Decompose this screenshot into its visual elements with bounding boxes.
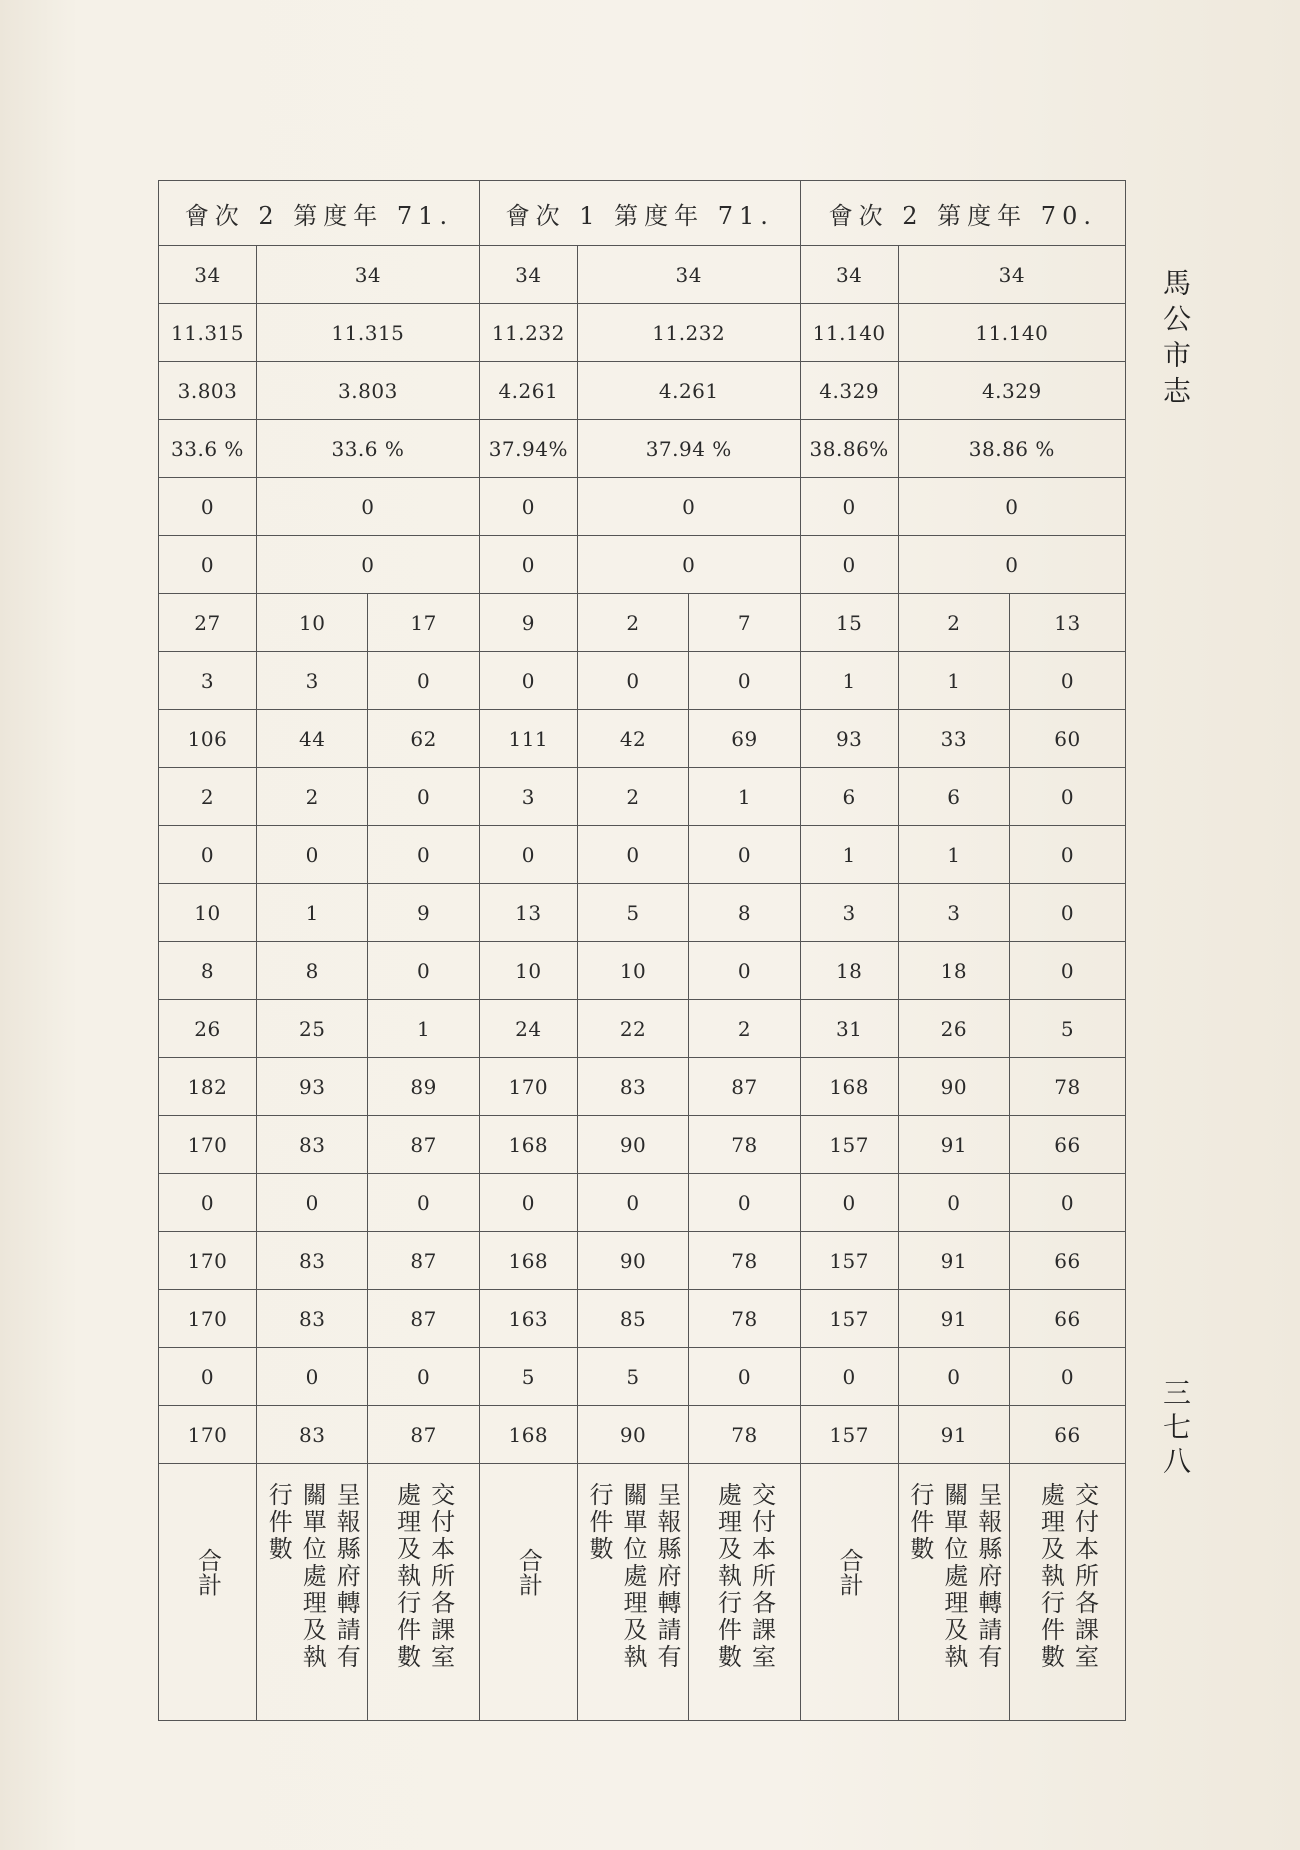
assigned-label: 交付本所各課室處理及執行件數 bbox=[1036, 1482, 1099, 1671]
total-cell: 0 bbox=[159, 826, 257, 884]
total-cell: 27 bbox=[159, 594, 257, 652]
assigned-cell: 87 bbox=[368, 1116, 479, 1174]
assigned-cell: 9 bbox=[368, 884, 479, 942]
total-cell: 3 bbox=[159, 652, 257, 710]
table-row bbox=[159, 1000, 1126, 1058]
assigned-cell: 87 bbox=[368, 1232, 479, 1290]
total-cell: 170 bbox=[159, 1290, 257, 1348]
assigned-label: 交付本所各課室處理及執行件數 bbox=[713, 1482, 776, 1671]
reported-cell: 2 bbox=[257, 768, 368, 826]
reported-cell: 6 bbox=[898, 768, 1009, 826]
merged-cell: 0 bbox=[257, 478, 480, 536]
merged-cell: 0 bbox=[577, 536, 800, 594]
assigned-cell: 1 bbox=[689, 768, 800, 826]
assigned-cell: 0 bbox=[689, 1174, 800, 1232]
assigned-cell: 5 bbox=[1010, 1000, 1126, 1058]
reported-cell: 83 bbox=[577, 1058, 688, 1116]
reported-cell: 0 bbox=[577, 652, 688, 710]
total-cell: 34 bbox=[159, 246, 257, 304]
page-number: 三七八 bbox=[1159, 1378, 1192, 1480]
total-cell: 0 bbox=[159, 1348, 257, 1406]
reported-cell: 25 bbox=[257, 1000, 368, 1058]
table-row bbox=[159, 652, 1126, 710]
assigned-cell: 13 bbox=[1010, 594, 1126, 652]
reported-cell: 10 bbox=[577, 942, 688, 1000]
total-cell: 168 bbox=[479, 1116, 577, 1174]
total-cell: 106 bbox=[159, 710, 257, 768]
session-header: 會次 2 第度年 70. bbox=[800, 181, 1125, 246]
assigned-label-cell bbox=[689, 1464, 800, 1721]
total-cell: 0 bbox=[800, 478, 898, 536]
total-cell: 157 bbox=[800, 1290, 898, 1348]
assigned-cell: 0 bbox=[368, 1348, 479, 1406]
assigned-cell: 0 bbox=[368, 1174, 479, 1232]
reported-cell: 22 bbox=[577, 1000, 688, 1058]
session-header: 會次 2 第度年 71. bbox=[159, 181, 480, 246]
total-cell: 0 bbox=[800, 1174, 898, 1232]
total-cell: 18 bbox=[800, 942, 898, 1000]
assigned-cell: 17 bbox=[368, 594, 479, 652]
total-label: 合計 bbox=[193, 1547, 222, 1597]
total-cell: 4.329 bbox=[800, 362, 898, 420]
label-row bbox=[159, 1464, 1126, 1721]
assigned-cell: 60 bbox=[1010, 710, 1126, 768]
assigned-cell: 66 bbox=[1010, 1406, 1126, 1464]
total-cell: 93 bbox=[800, 710, 898, 768]
assigned-cell: 0 bbox=[1010, 942, 1126, 1000]
total-cell: 157 bbox=[800, 1406, 898, 1464]
total-cell: 0 bbox=[479, 826, 577, 884]
reported-cell: 83 bbox=[257, 1116, 368, 1174]
assigned-cell: 0 bbox=[1010, 826, 1126, 884]
total-cell: 157 bbox=[800, 1116, 898, 1174]
assigned-cell: 0 bbox=[1010, 1348, 1126, 1406]
reported-label: 呈報縣府轉請有關單位處理及執行件數 bbox=[905, 1482, 1002, 1671]
assigned-cell: 87 bbox=[689, 1058, 800, 1116]
assigned-cell: 87 bbox=[368, 1290, 479, 1348]
total-cell: 24 bbox=[479, 1000, 577, 1058]
assigned-label-cell bbox=[1010, 1464, 1126, 1721]
assigned-cell: 0 bbox=[689, 826, 800, 884]
total-label: 合計 bbox=[835, 1547, 864, 1597]
merged-cell: 11.232 bbox=[577, 304, 800, 362]
total-cell: 0 bbox=[479, 478, 577, 536]
header-row bbox=[159, 181, 1126, 246]
total-cell: 3 bbox=[800, 884, 898, 942]
total-cell: 38.86% bbox=[800, 420, 898, 478]
reported-cell: 0 bbox=[257, 1348, 368, 1406]
total-cell: 11.315 bbox=[159, 304, 257, 362]
assigned-cell: 0 bbox=[1010, 652, 1126, 710]
merged-cell: 0 bbox=[898, 478, 1125, 536]
reported-cell: 5 bbox=[577, 884, 688, 942]
reported-cell: 91 bbox=[898, 1406, 1009, 1464]
assigned-cell: 87 bbox=[368, 1406, 479, 1464]
assigned-cell: 0 bbox=[1010, 1174, 1126, 1232]
assigned-cell: 2 bbox=[689, 1000, 800, 1058]
merged-cell: 0 bbox=[898, 536, 1125, 594]
total-cell: 37.94% bbox=[479, 420, 577, 478]
reported-cell: 0 bbox=[257, 826, 368, 884]
table-row bbox=[159, 1232, 1126, 1290]
reported-cell: 0 bbox=[898, 1174, 1009, 1232]
reported-cell: 91 bbox=[898, 1290, 1009, 1348]
table-row bbox=[159, 478, 1126, 536]
reported-cell: 83 bbox=[257, 1232, 368, 1290]
reported-cell: 93 bbox=[257, 1058, 368, 1116]
assigned-cell: 78 bbox=[689, 1116, 800, 1174]
statistics-table bbox=[158, 180, 1126, 1721]
reported-cell: 1 bbox=[898, 652, 1009, 710]
reported-label: 呈報縣府轉請有關單位處理及執行件數 bbox=[264, 1482, 361, 1671]
assigned-cell: 66 bbox=[1010, 1232, 1126, 1290]
reported-label: 呈報縣府轉請有關單位處理及執行件數 bbox=[585, 1482, 682, 1671]
total-cell: 8 bbox=[159, 942, 257, 1000]
total-cell: 0 bbox=[479, 652, 577, 710]
merged-cell: 34 bbox=[898, 246, 1125, 304]
table-row bbox=[159, 536, 1126, 594]
reported-cell: 90 bbox=[577, 1232, 688, 1290]
assigned-cell: 78 bbox=[689, 1406, 800, 1464]
merged-cell: 0 bbox=[257, 536, 480, 594]
session-header: 會次 1 第度年 71. bbox=[479, 181, 800, 246]
reported-cell: 44 bbox=[257, 710, 368, 768]
assigned-cell: 66 bbox=[1010, 1290, 1126, 1348]
table-row bbox=[159, 942, 1126, 1000]
assigned-cell: 0 bbox=[689, 652, 800, 710]
table-row bbox=[159, 1174, 1126, 1232]
reported-cell: 3 bbox=[898, 884, 1009, 942]
total-cell: 3 bbox=[479, 768, 577, 826]
total-label-cell bbox=[479, 1464, 577, 1721]
table-row bbox=[159, 884, 1126, 942]
merged-cell: 34 bbox=[257, 246, 480, 304]
reported-cell: 2 bbox=[577, 768, 688, 826]
merged-cell: 11.140 bbox=[898, 304, 1125, 362]
total-cell: 5 bbox=[479, 1348, 577, 1406]
merged-cell: 34 bbox=[577, 246, 800, 304]
total-cell: 34 bbox=[479, 246, 577, 304]
total-cell: 10 bbox=[479, 942, 577, 1000]
total-cell: 170 bbox=[479, 1058, 577, 1116]
total-cell: 0 bbox=[479, 536, 577, 594]
assigned-cell: 0 bbox=[689, 1348, 800, 1406]
total-cell: 2 bbox=[159, 768, 257, 826]
merged-cell: 4.261 bbox=[577, 362, 800, 420]
reported-cell: 83 bbox=[257, 1406, 368, 1464]
reported-cell: 0 bbox=[257, 1174, 368, 1232]
total-cell: 0 bbox=[800, 1348, 898, 1406]
total-cell: 9 bbox=[479, 594, 577, 652]
assigned-cell: 1 bbox=[368, 1000, 479, 1058]
total-cell: 34 bbox=[800, 246, 898, 304]
total-cell: 111 bbox=[479, 710, 577, 768]
total-cell: 3.803 bbox=[159, 362, 257, 420]
total-cell: 10 bbox=[159, 884, 257, 942]
table-row bbox=[159, 594, 1126, 652]
total-cell: 0 bbox=[479, 1174, 577, 1232]
assigned-cell: 0 bbox=[368, 652, 479, 710]
merged-cell: 11.315 bbox=[257, 304, 480, 362]
merged-cell: 0 bbox=[577, 478, 800, 536]
reported-cell: 90 bbox=[898, 1058, 1009, 1116]
total-cell: 182 bbox=[159, 1058, 257, 1116]
total-cell: 168 bbox=[479, 1406, 577, 1464]
total-label: 合計 bbox=[514, 1547, 543, 1597]
merged-cell: 37.94 % bbox=[577, 420, 800, 478]
total-cell: 13 bbox=[479, 884, 577, 942]
assigned-cell: 0 bbox=[368, 768, 479, 826]
reported-cell: 1 bbox=[898, 826, 1009, 884]
assigned-cell: 7 bbox=[689, 594, 800, 652]
book-title: 馬公市志 bbox=[1159, 268, 1192, 412]
reported-cell: 18 bbox=[898, 942, 1009, 1000]
reported-label-cell bbox=[898, 1464, 1009, 1721]
reported-cell: 0 bbox=[898, 1348, 1009, 1406]
assigned-cell: 0 bbox=[368, 826, 479, 884]
reported-cell: 2 bbox=[577, 594, 688, 652]
total-label-cell bbox=[159, 1464, 257, 1721]
merged-cell: 3.803 bbox=[257, 362, 480, 420]
assigned-label: 交付本所各課室處理及執行件數 bbox=[392, 1482, 455, 1671]
total-cell: 6 bbox=[800, 768, 898, 826]
table-row bbox=[159, 420, 1126, 478]
total-cell: 1 bbox=[800, 652, 898, 710]
total-cell: 170 bbox=[159, 1232, 257, 1290]
total-cell: 11.232 bbox=[479, 304, 577, 362]
reported-cell: 91 bbox=[898, 1116, 1009, 1174]
merged-cell: 38.86 % bbox=[898, 420, 1125, 478]
assigned-cell: 89 bbox=[368, 1058, 479, 1116]
total-cell: 0 bbox=[159, 478, 257, 536]
total-cell: 15 bbox=[800, 594, 898, 652]
reported-cell: 91 bbox=[898, 1232, 1009, 1290]
table-row bbox=[159, 1290, 1126, 1348]
assigned-cell: 0 bbox=[1010, 768, 1126, 826]
table-row bbox=[159, 1348, 1126, 1406]
reported-label-cell bbox=[257, 1464, 368, 1721]
total-cell: 11.140 bbox=[800, 304, 898, 362]
assigned-label-cell bbox=[368, 1464, 479, 1721]
reported-cell: 90 bbox=[577, 1406, 688, 1464]
total-cell: 0 bbox=[159, 1174, 257, 1232]
reported-cell: 33 bbox=[898, 710, 1009, 768]
total-cell: 170 bbox=[159, 1406, 257, 1464]
merged-cell: 4.329 bbox=[898, 362, 1125, 420]
reported-cell: 10 bbox=[257, 594, 368, 652]
assigned-cell: 62 bbox=[368, 710, 479, 768]
assigned-cell: 0 bbox=[1010, 884, 1126, 942]
total-cell: 170 bbox=[159, 1116, 257, 1174]
merged-cell: 33.6 % bbox=[257, 420, 480, 478]
assigned-cell: 66 bbox=[1010, 1116, 1126, 1174]
total-cell: 168 bbox=[800, 1058, 898, 1116]
reported-cell: 0 bbox=[577, 826, 688, 884]
total-cell: 157 bbox=[800, 1232, 898, 1290]
assigned-cell: 78 bbox=[689, 1290, 800, 1348]
assigned-cell: 0 bbox=[368, 942, 479, 1000]
total-cell: 0 bbox=[800, 536, 898, 594]
reported-cell: 0 bbox=[577, 1174, 688, 1232]
total-cell: 1 bbox=[800, 826, 898, 884]
total-cell: 26 bbox=[159, 1000, 257, 1058]
total-cell: 0 bbox=[159, 536, 257, 594]
reported-cell: 90 bbox=[577, 1116, 688, 1174]
assigned-cell: 0 bbox=[689, 942, 800, 1000]
reported-cell: 1 bbox=[257, 884, 368, 942]
assigned-cell: 78 bbox=[689, 1232, 800, 1290]
reported-cell: 83 bbox=[257, 1290, 368, 1348]
table-row bbox=[159, 362, 1126, 420]
table-row bbox=[159, 768, 1126, 826]
reported-cell: 5 bbox=[577, 1348, 688, 1406]
table-row bbox=[159, 710, 1126, 768]
table-row bbox=[159, 826, 1126, 884]
assigned-cell: 78 bbox=[1010, 1058, 1126, 1116]
table-row bbox=[159, 1058, 1126, 1116]
total-cell: 163 bbox=[479, 1290, 577, 1348]
reported-label-cell bbox=[577, 1464, 688, 1721]
reported-cell: 3 bbox=[257, 652, 368, 710]
table-row bbox=[159, 246, 1126, 304]
total-label-cell bbox=[800, 1464, 898, 1721]
table-row bbox=[159, 1116, 1126, 1174]
reported-cell: 8 bbox=[257, 942, 368, 1000]
reported-cell: 42 bbox=[577, 710, 688, 768]
assigned-cell: 8 bbox=[689, 884, 800, 942]
table-row bbox=[159, 304, 1126, 362]
total-cell: 31 bbox=[800, 1000, 898, 1058]
total-cell: 168 bbox=[479, 1232, 577, 1290]
table-row bbox=[159, 1406, 1126, 1464]
reported-cell: 85 bbox=[577, 1290, 688, 1348]
reported-cell: 2 bbox=[898, 594, 1009, 652]
assigned-cell: 69 bbox=[689, 710, 800, 768]
reported-cell: 26 bbox=[898, 1000, 1009, 1058]
total-cell: 33.6 % bbox=[159, 420, 257, 478]
total-cell: 4.261 bbox=[479, 362, 577, 420]
